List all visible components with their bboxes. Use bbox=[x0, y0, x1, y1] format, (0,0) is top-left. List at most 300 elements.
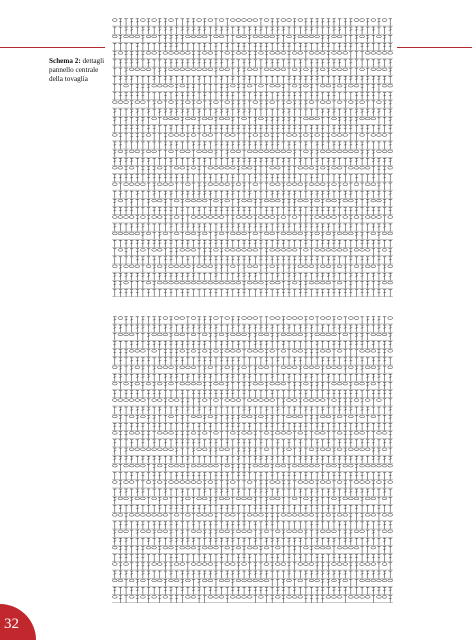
stitch-symbol bbox=[343, 68, 348, 71]
stitch-symbol bbox=[276, 366, 279, 373]
stitch-symbol bbox=[299, 224, 302, 231]
stitch-symbol bbox=[141, 456, 144, 463]
stitch-symbol bbox=[197, 382, 202, 385]
stitch-symbol bbox=[113, 273, 116, 280]
stitch-symbol bbox=[225, 199, 230, 202]
stitch-symbol bbox=[372, 432, 375, 439]
stitch-symbol bbox=[197, 150, 202, 153]
stitch-symbol bbox=[192, 489, 195, 496]
stitch-symbol bbox=[242, 530, 247, 533]
stitch-symbol bbox=[287, 423, 290, 430]
stitch-symbol bbox=[348, 546, 353, 549]
stitch-symbol bbox=[349, 514, 352, 521]
stitch-symbol bbox=[360, 350, 365, 353]
stitch-symbol bbox=[231, 125, 234, 132]
stitch-symbol bbox=[332, 407, 335, 414]
stitch-symbol bbox=[136, 522, 139, 529]
stitch-symbol bbox=[208, 514, 213, 517]
stitch-symbol bbox=[321, 134, 324, 141]
stitch-symbol bbox=[113, 530, 116, 537]
stitch-symbol bbox=[287, 489, 290, 496]
stitch-symbol bbox=[259, 555, 262, 562]
stitch-symbol bbox=[327, 290, 330, 297]
stitch-symbol bbox=[259, 579, 264, 582]
stitch-symbol bbox=[282, 35, 285, 42]
stitch-symbol bbox=[259, 199, 262, 206]
stitch-symbol bbox=[231, 456, 234, 463]
stitch-symbol bbox=[136, 249, 139, 256]
stitch-symbol bbox=[226, 391, 229, 398]
stitch-symbol bbox=[327, 432, 330, 439]
stitch-symbol bbox=[202, 464, 207, 467]
stitch-symbol bbox=[275, 249, 280, 252]
crochet-chart-bottom bbox=[112, 316, 393, 603]
stitch-symbol bbox=[265, 43, 268, 50]
stitch-symbol bbox=[181, 407, 184, 414]
stitch-symbol bbox=[118, 497, 123, 500]
stitch-symbol bbox=[214, 333, 217, 340]
stitch-symbol bbox=[152, 333, 157, 336]
stitch-symbol bbox=[338, 555, 341, 562]
stitch-symbol bbox=[136, 505, 139, 512]
stitch-symbol bbox=[371, 497, 376, 500]
stitch-symbol bbox=[237, 514, 240, 521]
stitch-symbol bbox=[349, 175, 352, 182]
stitch-symbol bbox=[237, 125, 240, 132]
stitch-symbol bbox=[355, 109, 358, 116]
stitch-symbol bbox=[129, 596, 134, 599]
stitch-symbol bbox=[220, 191, 223, 198]
stitch-symbol bbox=[135, 183, 140, 186]
stitch-symbol bbox=[276, 391, 279, 398]
stitch-symbol bbox=[321, 514, 324, 521]
stitch-symbol bbox=[292, 52, 297, 55]
stitch-symbol bbox=[226, 325, 229, 332]
stitch-symbol bbox=[136, 333, 139, 340]
stitch-symbol bbox=[343, 232, 348, 235]
stitch-symbol bbox=[247, 84, 252, 87]
stitch-symbol bbox=[354, 19, 359, 22]
stitch-symbol bbox=[372, 60, 375, 67]
stitch-symbol bbox=[310, 341, 313, 348]
stitch-symbol bbox=[377, 199, 382, 202]
stitch-symbol bbox=[282, 117, 285, 124]
stitch-symbol bbox=[225, 530, 230, 533]
stitch-symbol bbox=[152, 407, 155, 414]
stitch-symbol bbox=[348, 150, 353, 153]
stitch-symbol bbox=[202, 216, 207, 219]
stitch-symbol bbox=[226, 150, 229, 157]
stitch-symbol bbox=[310, 546, 313, 553]
stitch-symbol bbox=[181, 101, 184, 108]
stitch-symbol bbox=[169, 84, 174, 87]
stitch-symbol bbox=[163, 366, 168, 369]
stitch-symbol bbox=[152, 84, 157, 87]
stitch-symbol bbox=[214, 563, 217, 570]
stitch-symbol bbox=[372, 374, 375, 381]
stitch-symbol bbox=[382, 530, 387, 533]
stitch-symbol bbox=[360, 358, 363, 365]
stitch-symbol bbox=[158, 109, 161, 116]
stitch-symbol bbox=[304, 216, 307, 223]
stitch-symbol bbox=[169, 350, 172, 357]
stitch-symbol bbox=[344, 407, 347, 414]
stitch-symbol bbox=[293, 175, 296, 182]
stitch-symbol bbox=[124, 489, 127, 496]
stitch-symbol bbox=[242, 456, 245, 463]
stitch-symbol bbox=[259, 240, 262, 247]
stitch-symbol bbox=[315, 415, 318, 422]
stitch-symbol bbox=[310, 497, 313, 504]
stitch-symbol bbox=[276, 399, 279, 406]
stitch-symbol bbox=[310, 158, 313, 165]
stitch-symbol bbox=[332, 563, 337, 566]
stitch-symbol bbox=[136, 19, 139, 26]
stitch-symbol bbox=[113, 281, 116, 288]
stitch-symbol bbox=[152, 175, 155, 182]
stitch-symbol bbox=[338, 325, 341, 332]
stitch-symbol bbox=[338, 423, 341, 430]
stitch-symbol bbox=[197, 208, 200, 215]
stitch-symbol bbox=[186, 84, 189, 91]
stitch-symbol bbox=[344, 273, 347, 280]
stitch-symbol bbox=[366, 415, 369, 422]
stitch-symbol bbox=[338, 341, 341, 348]
stitch-symbol bbox=[136, 374, 139, 381]
stitch-symbol bbox=[254, 60, 257, 67]
stitch-symbol bbox=[226, 423, 229, 430]
stitch-symbol bbox=[141, 546, 144, 553]
stitch-symbol bbox=[220, 93, 223, 100]
stitch-symbol bbox=[355, 232, 358, 239]
stitch-symbol bbox=[130, 440, 133, 447]
stitch-symbol bbox=[164, 224, 167, 231]
stitch-symbol bbox=[113, 374, 116, 381]
stitch-symbol bbox=[355, 358, 358, 365]
stitch-symbol bbox=[147, 571, 150, 578]
stitch-symbol bbox=[152, 183, 155, 190]
stitch-symbol bbox=[158, 489, 161, 496]
stitch-symbol bbox=[242, 325, 245, 332]
stitch-symbol bbox=[112, 35, 117, 38]
stitch-symbol bbox=[147, 257, 150, 264]
stitch-symbol bbox=[146, 232, 151, 235]
stitch-symbol bbox=[332, 505, 335, 512]
stitch-symbol bbox=[248, 366, 251, 373]
stitch-symbol bbox=[349, 473, 352, 480]
stitch-symbol bbox=[214, 456, 217, 463]
stitch-symbol bbox=[275, 199, 280, 202]
stitch-symbol bbox=[389, 290, 392, 297]
stitch-symbol bbox=[253, 579, 258, 582]
stitch-symbol bbox=[248, 522, 251, 529]
stitch-symbol bbox=[315, 407, 318, 414]
stitch-symbol bbox=[209, 407, 212, 414]
stitch-symbol bbox=[119, 341, 122, 348]
stitch-symbol bbox=[321, 440, 324, 447]
stitch-symbol bbox=[270, 497, 275, 500]
stitch-symbol bbox=[270, 456, 273, 463]
stitch-symbol bbox=[383, 199, 386, 206]
stitch-symbol bbox=[315, 76, 318, 83]
stitch-symbol bbox=[175, 76, 178, 83]
stitch-symbol bbox=[377, 399, 382, 402]
stitch-symbol bbox=[158, 407, 161, 414]
stitch-symbol bbox=[360, 481, 365, 484]
stitch-symbol bbox=[203, 382, 206, 389]
stitch-symbol bbox=[365, 183, 370, 186]
stitch-symbol bbox=[226, 224, 229, 231]
stitch-symbol bbox=[152, 440, 155, 447]
stitch-symbol bbox=[366, 208, 369, 215]
stitch-symbol bbox=[309, 101, 314, 104]
stitch-symbol bbox=[158, 522, 161, 529]
stitch-symbol bbox=[360, 166, 365, 169]
stitch-symbol bbox=[226, 358, 229, 365]
stitch-symbol bbox=[231, 522, 234, 529]
stitch-symbol bbox=[112, 481, 117, 484]
stitch-symbol bbox=[147, 407, 150, 414]
stitch-symbol bbox=[354, 249, 359, 252]
stitch-symbol bbox=[275, 68, 280, 71]
stitch-symbol bbox=[332, 440, 335, 447]
stitch-symbol bbox=[186, 366, 191, 369]
stitch-symbol bbox=[270, 514, 273, 521]
stitch-symbol bbox=[225, 448, 230, 451]
stitch-symbol bbox=[265, 374, 268, 381]
stitch-symbol bbox=[282, 273, 285, 280]
stitch-symbol bbox=[186, 125, 189, 132]
stitch-symbol bbox=[360, 257, 363, 264]
stitch-symbol bbox=[332, 158, 335, 165]
stitch-symbol bbox=[304, 60, 307, 67]
stitch-symbol bbox=[130, 281, 133, 288]
stitch-symbol bbox=[197, 473, 200, 480]
stitch-symbol bbox=[192, 175, 195, 182]
stitch-symbol bbox=[230, 281, 235, 284]
stitch-symbol bbox=[242, 240, 245, 247]
stitch-symbol bbox=[287, 538, 290, 545]
stitch-symbol bbox=[360, 60, 363, 67]
stitch-symbol bbox=[230, 19, 235, 22]
stitch-symbol bbox=[158, 175, 161, 182]
stitch-symbol bbox=[327, 134, 330, 141]
stitch-symbol bbox=[226, 555, 229, 562]
stitch-symbol bbox=[327, 579, 330, 586]
stitch-symbol bbox=[197, 52, 200, 59]
stitch-symbol bbox=[360, 546, 363, 553]
stitch-symbol bbox=[259, 281, 264, 284]
stitch-symbol bbox=[377, 101, 382, 104]
stitch-symbol bbox=[355, 423, 358, 430]
stitch-symbol bbox=[152, 101, 155, 108]
stitch-symbol bbox=[203, 473, 206, 480]
stitch-symbol bbox=[337, 232, 342, 235]
stitch-symbol bbox=[270, 440, 273, 447]
stitch-symbol bbox=[181, 530, 184, 537]
stitch-symbol bbox=[124, 432, 127, 439]
stitch-symbol bbox=[377, 366, 380, 373]
stitch-symbol bbox=[136, 290, 139, 297]
stitch-symbol bbox=[293, 240, 296, 247]
stitch-symbol bbox=[247, 68, 252, 71]
stitch-symbol bbox=[220, 240, 223, 247]
stitch-symbol bbox=[377, 546, 380, 553]
stitch-symbol bbox=[360, 333, 363, 340]
stitch-symbol bbox=[214, 216, 219, 219]
stitch-symbol bbox=[299, 440, 302, 447]
stitch-symbol bbox=[259, 489, 262, 496]
stitch-symbol bbox=[287, 240, 290, 247]
stitch-symbol bbox=[147, 415, 150, 422]
stitch-symbol bbox=[203, 84, 206, 91]
stitch-symbol bbox=[220, 514, 223, 521]
stitch-symbol bbox=[360, 175, 363, 182]
stitch-symbol bbox=[197, 530, 202, 533]
stitch-symbol bbox=[326, 101, 331, 104]
stitch-symbol bbox=[304, 76, 307, 83]
stitch-symbol bbox=[315, 317, 318, 324]
stitch-symbol bbox=[360, 423, 363, 430]
stitch-symbol bbox=[181, 76, 184, 83]
stitch-symbol bbox=[281, 216, 286, 219]
stitch-symbol bbox=[343, 546, 348, 549]
stitch-symbol bbox=[304, 68, 309, 71]
stitch-symbol bbox=[265, 281, 268, 288]
stitch-symbol bbox=[332, 473, 335, 480]
stitch-symbol bbox=[276, 224, 279, 231]
stitch-symbol bbox=[135, 35, 140, 38]
stitch-symbol bbox=[192, 579, 195, 586]
stitch-symbol bbox=[360, 538, 363, 545]
stitch-symbol bbox=[141, 481, 144, 488]
stitch-symbol bbox=[259, 407, 262, 414]
stitch-symbol bbox=[141, 183, 146, 186]
stitch-symbol bbox=[181, 391, 184, 398]
stitch-symbol bbox=[147, 167, 150, 174]
stitch-symbol bbox=[310, 358, 313, 365]
stitch-symbol bbox=[141, 522, 144, 529]
stitch-symbol bbox=[248, 76, 251, 83]
stitch-symbol bbox=[259, 366, 264, 369]
stitch-symbol bbox=[242, 522, 245, 529]
stitch-symbol bbox=[158, 257, 161, 264]
stitch-symbol bbox=[129, 399, 134, 402]
stitch-symbol bbox=[265, 257, 268, 264]
stitch-symbol bbox=[169, 240, 172, 247]
stitch-symbol bbox=[349, 440, 352, 447]
stitch-symbol bbox=[327, 224, 330, 231]
stitch-symbol bbox=[181, 27, 184, 34]
stitch-symbol bbox=[214, 530, 217, 537]
stitch-symbol bbox=[157, 399, 162, 402]
stitch-symbol bbox=[321, 43, 324, 50]
stitch-symbol bbox=[304, 240, 307, 247]
stitch-symbol bbox=[332, 579, 337, 582]
stitch-symbol bbox=[186, 183, 191, 186]
stitch-symbol bbox=[366, 19, 369, 26]
stitch-symbol bbox=[270, 43, 273, 50]
stitch-symbol bbox=[119, 448, 122, 455]
stitch-symbol bbox=[231, 407, 234, 414]
stitch-symbol bbox=[310, 68, 313, 75]
stitch-symbol bbox=[292, 415, 297, 418]
stitch-symbol bbox=[181, 448, 184, 455]
stitch-symbol bbox=[281, 19, 286, 22]
stitch-symbol bbox=[371, 265, 376, 268]
stitch-symbol bbox=[197, 448, 202, 451]
stitch-symbol bbox=[310, 27, 313, 34]
stitch-symbol bbox=[270, 27, 273, 34]
stitch-symbol bbox=[354, 317, 359, 320]
stitch-symbol bbox=[191, 464, 196, 467]
stitch-symbol bbox=[236, 530, 241, 533]
stitch-symbol bbox=[113, 27, 116, 34]
stitch-symbol bbox=[282, 43, 285, 50]
stitch-symbol bbox=[119, 158, 122, 165]
stitch-symbol bbox=[248, 423, 251, 430]
stitch-symbol bbox=[365, 514, 370, 517]
stitch-symbol bbox=[276, 374, 279, 381]
stitch-symbol bbox=[242, 68, 245, 75]
stitch-symbol bbox=[270, 249, 275, 252]
stitch-symbol bbox=[152, 249, 157, 252]
stitch-symbol bbox=[299, 216, 302, 223]
page-number: 32 bbox=[4, 616, 19, 632]
stitch-symbol bbox=[366, 134, 369, 141]
stitch-symbol bbox=[197, 555, 200, 562]
stitch-symbol bbox=[119, 265, 122, 272]
stitch-symbol bbox=[327, 167, 330, 174]
stitch-symbol bbox=[355, 325, 358, 332]
stitch-symbol bbox=[136, 358, 139, 365]
stitch-symbol bbox=[248, 183, 251, 190]
stitch-symbol bbox=[383, 341, 386, 348]
stitch-symbol bbox=[299, 134, 302, 141]
stitch-symbol bbox=[321, 232, 324, 239]
stitch-symbol bbox=[304, 109, 307, 116]
stitch-symbol bbox=[225, 52, 230, 55]
stitch-symbol bbox=[112, 101, 117, 104]
stitch-symbol bbox=[181, 257, 184, 264]
stitch-symbol bbox=[119, 587, 122, 594]
stitch-symbol bbox=[360, 571, 363, 578]
stitch-symbol bbox=[355, 224, 358, 231]
stitch-symbol bbox=[209, 76, 212, 83]
stitch-symbol bbox=[152, 596, 157, 599]
stitch-symbol bbox=[209, 423, 212, 430]
stitch-symbol bbox=[141, 208, 144, 215]
stitch-symbol bbox=[344, 265, 347, 272]
stitch-symbol bbox=[186, 579, 191, 582]
stitch-symbol bbox=[169, 530, 172, 537]
stitch-symbol bbox=[119, 257, 122, 264]
stitch-symbol bbox=[292, 183, 297, 186]
stitch-symbol bbox=[315, 456, 318, 463]
stitch-symbol bbox=[264, 432, 269, 435]
stitch-symbol bbox=[119, 27, 122, 34]
stitch-symbol bbox=[276, 423, 279, 430]
stitch-symbol bbox=[175, 273, 178, 280]
stitch-symbol bbox=[152, 555, 155, 562]
stitch-symbol bbox=[146, 265, 151, 268]
stitch-symbol bbox=[326, 366, 331, 369]
stitch-symbol bbox=[304, 257, 307, 264]
stitch-symbol bbox=[220, 587, 223, 594]
stitch-symbol bbox=[348, 317, 353, 320]
stitch-symbol bbox=[275, 52, 280, 55]
stitch-symbol bbox=[119, 290, 122, 297]
